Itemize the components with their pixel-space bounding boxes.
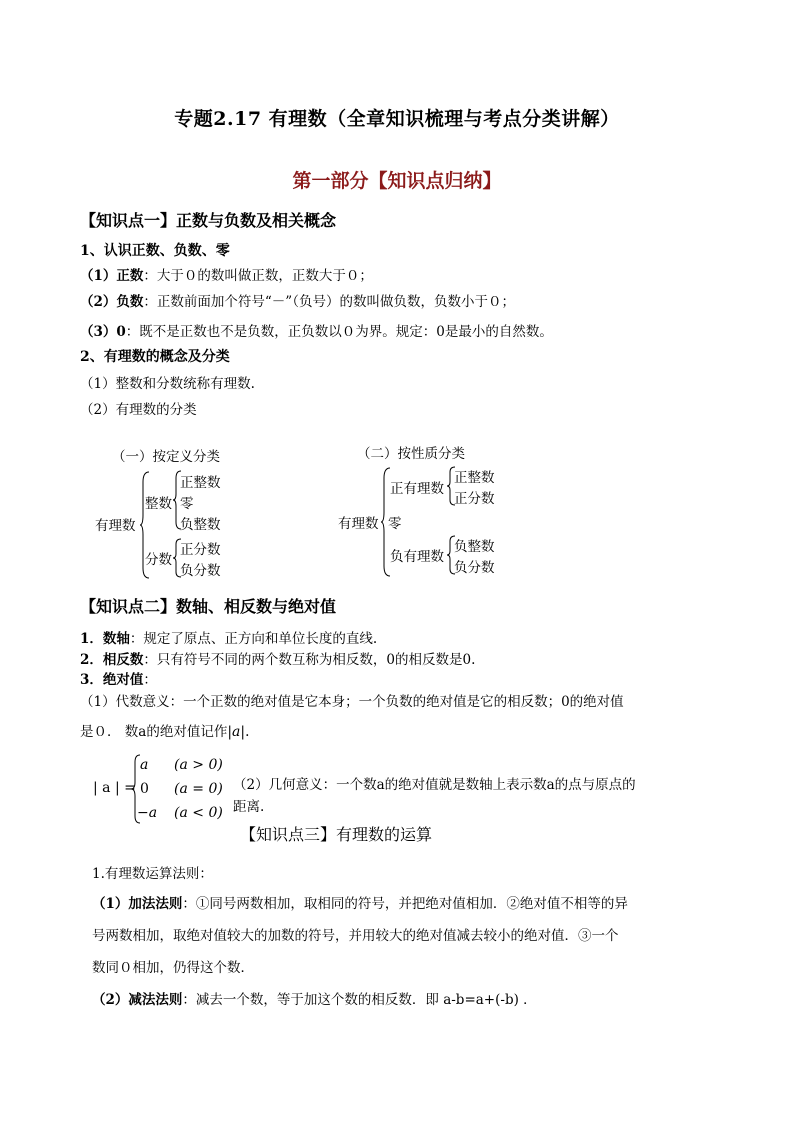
classify-sign-root: 有理数	[338, 516, 379, 532]
classify-def-root: 有理数	[95, 518, 136, 534]
kp2-heading: 【知识点二】数轴、相反数与绝对值	[80, 597, 337, 616]
kp3-heading: 【知识点三】有理数的运算	[240, 825, 433, 844]
part-heading: 第一部分【知识点归纳】	[292, 170, 502, 192]
classify-sign-positive: 正有理数	[390, 481, 444, 497]
kp2-geometric-line1: （2）几何意义：一个数a的绝对值就是数轴上表示数a的点与原点的	[233, 777, 636, 793]
classify-def-frac-item: 正分数	[180, 542, 221, 558]
kp3-addition-line2: 号两数相加，取绝对值较大的加数的符号，并用较大的绝对值减去较小的绝对值．③一个	[92, 928, 619, 944]
classify-def-integer: 整数	[145, 496, 172, 512]
kp1-section2-line1: （1）整数和分数统称有理数.	[80, 376, 255, 392]
piecewise-lhs: | a | =	[93, 780, 136, 796]
classify-sign-pos-item: 正整数	[454, 470, 495, 486]
kp1-section2-line2: （2）有理数的分类	[80, 402, 197, 418]
kp2-number-line: 1．数轴：规定了原点、正方向和单位长度的直线.	[80, 631, 378, 647]
piecewise-condition: (a < 0)	[174, 805, 223, 821]
piecewise-condition: (a > 0)	[174, 757, 223, 773]
kp3-addition-line1: （1）加法法则：①同号两数相加，取相同的符号，并把绝对值相加．②绝对值不相等的异	[92, 896, 628, 912]
kp1-item-positive: （1）正数：大于０的数叫做正数，正数大于０；	[80, 268, 373, 284]
kp2-algebraic-line1: （1）代数意义：一个正数的绝对值是它本身；一个负数的绝对值是它的相反数；0的绝对值	[80, 694, 624, 710]
classify-sign-pos-item: 正分数	[454, 491, 495, 507]
abs-a-symbol: |a|	[227, 724, 246, 740]
classify-sign-title: （二）按性质分类	[357, 446, 465, 462]
kp2-opposite: 2．相反数：只有符号不同的两个数互称为相反数，0的相反数是0.	[80, 652, 476, 668]
classify-def-int-item: 正整数	[180, 475, 221, 491]
kp2-absolute-title: 3．绝对值：	[80, 672, 157, 688]
kp3-subtitle: 1.有理数运算法则：	[92, 866, 213, 882]
piecewise-value: a	[140, 757, 149, 773]
document-title: 专题2.17 有理数（全章知识梳理与考点分类讲解）	[174, 108, 620, 130]
classify-def-fraction: 分数	[145, 552, 172, 568]
kp3-subtraction: （2）减法法则：减去一个数，等于加这个数的相反数．即 a-b=a+(-b) ．	[92, 992, 537, 1008]
classify-sign-neg-item: 负分数	[454, 560, 495, 576]
classify-def-frac-item: 负分数	[180, 563, 221, 579]
piecewise-condition: (a = 0)	[174, 781, 223, 797]
kp1-item-zero: （3）0：既不是正数也不是负数，正负数以０为界。规定：0是最小的自然数。	[80, 324, 553, 340]
kp1-section1-title: 1、认识正数、负数、零	[80, 243, 230, 259]
piecewise-value: 0	[140, 781, 149, 797]
kp1-item-negative: （2）负数：正数前面加个符号“－”（负号）的数叫做负数，负数小于０；	[80, 294, 515, 310]
kp2-geometric-line2: 距离.	[233, 799, 265, 815]
kp1-section2-title: 2、有理数的概念及分类	[80, 349, 230, 365]
piecewise-value: −a	[137, 805, 158, 821]
classify-def-int-item: 零	[180, 496, 194, 512]
classify-sign-neg-item: 负整数	[454, 539, 495, 555]
classify-def-title: （一）按定义分类	[112, 449, 220, 465]
classify-sign-zero: 零	[388, 516, 402, 532]
kp2-algebraic-line2: 是０． 数a的绝对值记作|a|.	[80, 724, 250, 740]
classify-sign-negative: 负有理数	[390, 549, 444, 565]
classify-def-int-item: 负整数	[180, 517, 221, 533]
kp1-heading: 【知识点一】正数与负数及相关概念	[80, 211, 337, 230]
kp3-addition-line3: 数同０相加，仍得这个数．	[92, 960, 254, 976]
